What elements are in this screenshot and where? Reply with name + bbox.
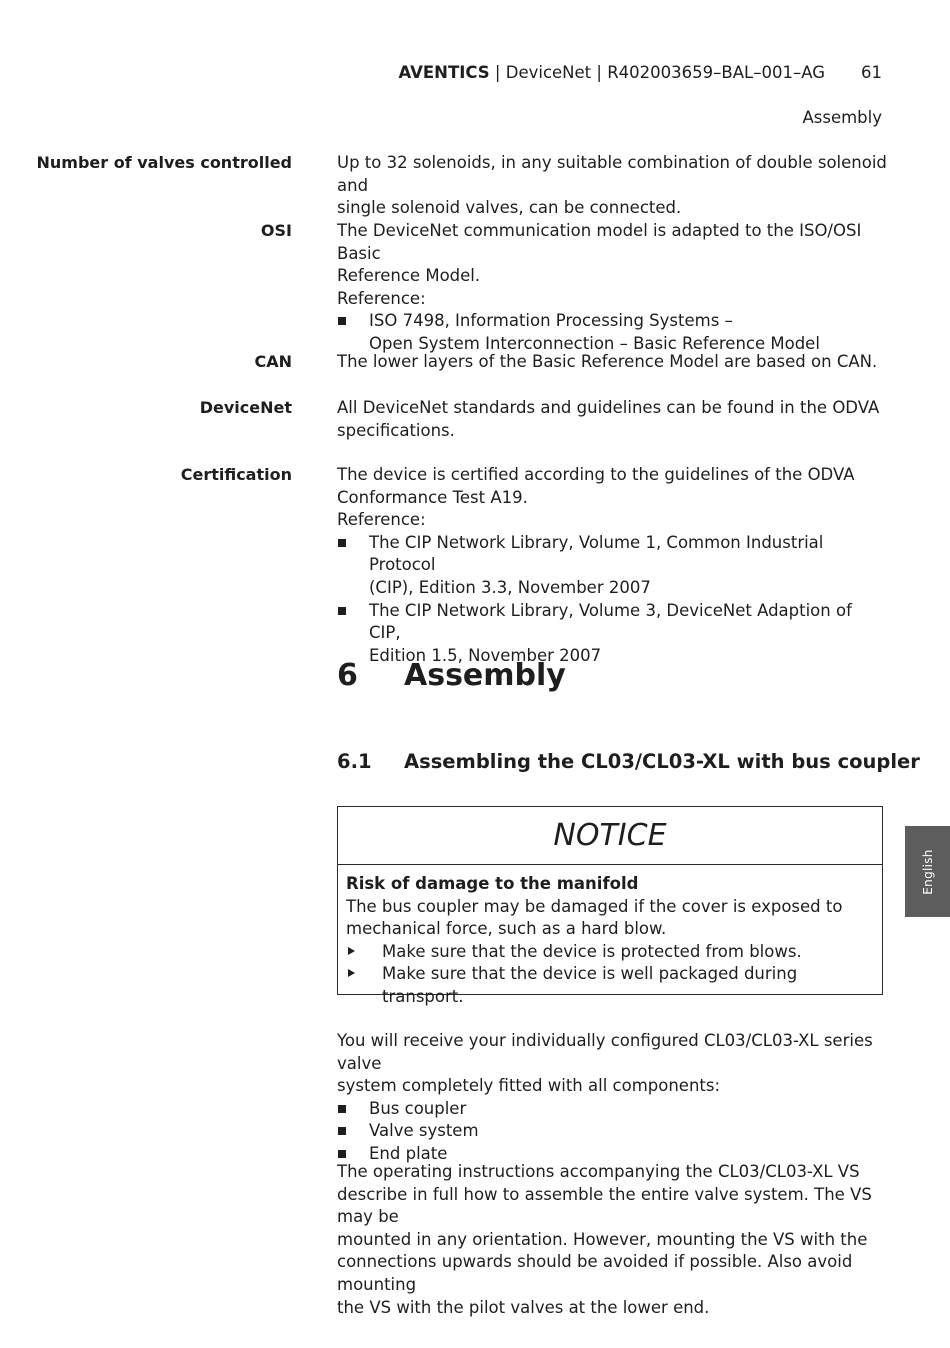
bullet-line: ISO 7498, Information Processing Systems – [369,311,733,331]
intro-paragraph [337,1030,887,1166]
body-line: mounted in any orientation. However, mounting the VS with the [337,1229,868,1249]
reference-label: Reference: [337,510,426,530]
component-list [337,1098,887,1166]
notice-line: mechanical force, such as a hard blow. [346,919,667,939]
reference-list [337,310,887,355]
body-line: Up to 32 solenoids, in any suitable combination of double solenoid and [337,153,887,195]
arrow-right-icon [348,969,355,977]
subsection-number: 6.1 [337,750,372,773]
language-tab-label: English [920,848,935,895]
notice-box [337,806,883,1006]
body-line: The operating instructions accompanying the CL03/CL03-XL VS [337,1162,860,1181]
language-tab [905,826,950,917]
spec-label-certification: Certification [180,465,292,484]
body-line: The DeviceNet communication model is adapted to the ISO/OSI Basic [337,221,862,263]
header-separator: | [591,63,608,82]
spec-label-osi: OSI [260,221,292,240]
brand-name: AVENTICS [398,63,490,82]
spec-body-devicenet [337,397,887,442]
bullet-square-icon [338,607,346,615]
section-name: Assembly [802,108,882,127]
body-line: Reference Model. [337,266,481,286]
bullet-square-icon [338,1127,346,1135]
list-item [337,532,887,600]
bullet-line: (CIP), Edition 3.3, November 2007 [369,577,651,597]
bullet-line: The CIP Network Library, Volume 3, DeviceNet Adaption of CIP, [369,600,852,643]
product-name: DeviceNet [505,63,592,82]
action-item [346,941,874,964]
body-line: The device is certified according to the guidelines of the ODVA [337,465,855,484]
chapter-number: 6 [337,658,358,693]
reference-list [337,532,887,668]
body-line: connections upwards should be avoided if possible. Also avoid mounting [337,1252,853,1294]
notice-line: The bus coupler may be damaged if the cover is exposed to [346,896,843,916]
bullet-square-icon [338,1150,346,1158]
spec-label-valves: Number of valves controlled [36,153,292,172]
notice-heading: NOTICE [338,807,882,865]
bullet-line: Edition 1.5, November 2007 [369,645,602,665]
header-separator: | [489,63,506,82]
chapter-title: Assembly [404,658,566,693]
body-line: You will receive your individually configured CL03/CL03-XL series valve [337,1031,873,1073]
arrow-right-icon [348,947,355,955]
closing-paragraph [337,1161,887,1319]
list-item [337,310,887,355]
risk-title: Risk of damage to the manifold [346,874,639,893]
action-list [346,941,874,1009]
bullet-square-icon [338,1105,346,1113]
body-line: specifications. [337,420,455,440]
body-line: the VS with the pilot valves at the lower end. [337,1297,710,1317]
subsection-heading [337,750,920,773]
list-item [337,1120,887,1143]
body-line: system completely fitted with all components: [337,1076,721,1096]
spec-body-can [337,351,887,374]
bullet-line: The CIP Network Library, Volume 1, Common Industrial Protocol [369,532,824,575]
body-line: The lower layers of the Basic Reference Model are based on CAN. [337,352,878,371]
bullet-square-icon [338,539,346,547]
bullet-square-icon [338,317,346,325]
body-line: Conformance Test A19. [337,487,528,507]
doc-number: R402003659–BAL–001–AG [607,63,825,82]
spec-body-osi [337,220,887,356]
spec-label-devicenet: DeviceNet [199,398,292,417]
body-line: single solenoid valves, can be connected. [337,198,682,218]
body-line: describe in full how to assemble the entire valve system. The VS may be [337,1184,872,1227]
component-name: Bus coupler [369,1098,467,1118]
component-name: End plate [369,1143,448,1163]
spec-label-can: CAN [254,352,292,371]
notice-body [338,865,882,1009]
page-number: 61 [861,63,882,82]
body-line: All DeviceNet standards and guidelines can be found in the ODVA [337,398,880,417]
action-item [346,963,874,1008]
page-header [398,63,882,82]
component-name: Valve system [369,1121,479,1141]
action-text: Make sure that the device is well packaged during transport. [382,964,798,1006]
reference-label: Reference: [337,288,426,308]
spec-body-valves [337,152,887,220]
spec-body-certification [337,464,887,667]
subsection-title: Assembling the CL03/CL03-XL with bus coupler [404,750,920,773]
list-item [337,1098,887,1121]
chapter-heading [337,658,566,693]
bullet-line: Open System Interconnection – Basic Reference Model [369,333,820,353]
action-text: Make sure that the device is protected from blows. [382,941,802,961]
